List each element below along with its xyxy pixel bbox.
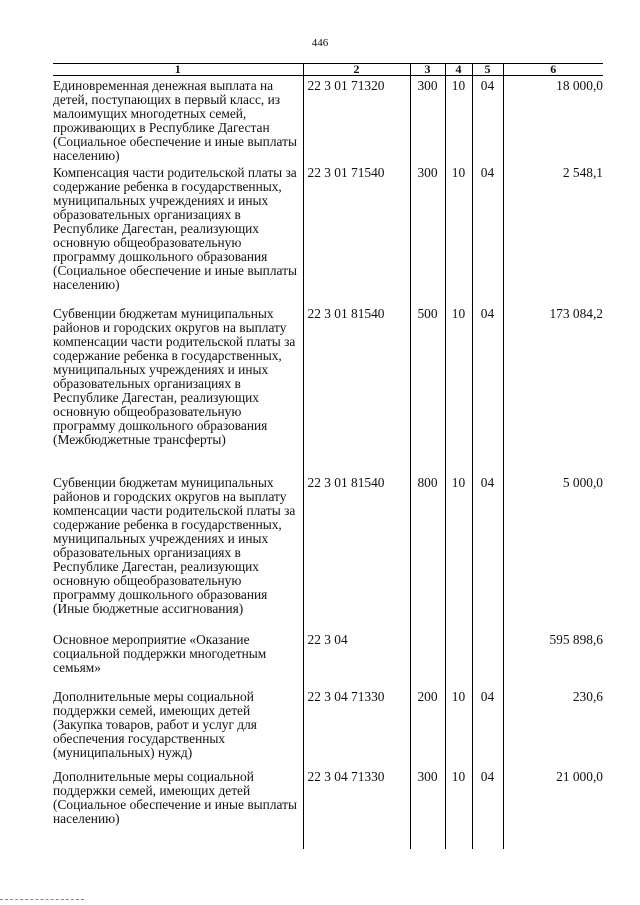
section-code: 10 xyxy=(445,163,472,304)
column-header: 5 xyxy=(472,64,503,76)
subsection-code: 04 xyxy=(472,687,503,767)
section-code: 10 xyxy=(445,687,472,767)
amount: 5 000,0 xyxy=(562,475,603,490)
column-header: 3 xyxy=(410,64,445,76)
expense-name: Единовременная денежная выплата на детей, поступающих в первый класс, из малоимущих многодетных семей, проживающих в Республике Дагестан (Социальное обеспечение и иные выплаты населению) xyxy=(53,76,303,164)
section-code: 10 xyxy=(445,76,472,164)
expense-name: Субвенции бюджетам муниципальных районов и городских округов на выплату компенсации части родительской платы за содержание ребенка в государственных, муниципальных учреждениях и иных образовательных организациях в Республике Дагестан, реализующих основную общеобразовательную программу дошкольного образования (Иные бюджетные ассигнования) xyxy=(53,473,303,630)
amount: 18 000,0 xyxy=(556,78,603,93)
column-header: 4 xyxy=(445,64,472,76)
expense-name: Основное мероприятие «Оказание социальной поддержки многодетным семьям» xyxy=(53,630,303,687)
expense-type-code: 300 xyxy=(410,76,445,164)
section-code xyxy=(445,630,472,687)
section-code: 10 xyxy=(445,304,472,473)
expense-type-code: 500 xyxy=(410,304,445,473)
table-row xyxy=(53,687,603,767)
section-code: 10 xyxy=(445,767,472,849)
amount: 2 548,1 xyxy=(562,165,603,180)
expense-name: Дополнительные меры социальной поддержки семей, имеющих детей (Закупка товаров, работ и услуг для обеспечения государственных (муниципальных) нужд) xyxy=(53,687,303,767)
column-header: 2 xyxy=(303,64,410,76)
classification-code: 22 3 04 xyxy=(303,630,410,687)
expense-name: Дополнительные меры социальной поддержки семей, имеющих детей (Социальное обеспечение и иные выплаты населению) xyxy=(53,767,303,849)
column-header: 1 xyxy=(53,64,303,76)
budget-table xyxy=(53,63,603,849)
table-row xyxy=(53,76,603,164)
footer-divider xyxy=(0,899,84,900)
section-code: 10 xyxy=(445,473,472,630)
amount: 21 000,0 xyxy=(556,769,603,784)
table-header-row xyxy=(53,64,603,76)
column-header: 6 xyxy=(503,64,603,76)
table-row xyxy=(53,630,603,687)
classification-code: 22 3 01 71540 xyxy=(303,163,410,304)
expense-type-code: 300 xyxy=(410,767,445,849)
expense-type-code xyxy=(410,630,445,687)
table-row xyxy=(53,163,603,304)
subsection-code: 04 xyxy=(472,304,503,473)
table-row xyxy=(53,473,603,630)
subsection-code: 04 xyxy=(472,163,503,304)
classification-code: 22 3 01 71320 xyxy=(303,76,410,164)
classification-code: 22 3 04 71330 xyxy=(303,767,410,849)
classification-code: 22 3 01 81540 xyxy=(303,304,410,473)
subsection-code: 04 xyxy=(472,473,503,630)
table-row xyxy=(53,767,603,849)
classification-code: 22 3 04 71330 xyxy=(303,687,410,767)
expense-name: Субвенции бюджетам муниципальных районов и городских округов на выплату компенсации части родительской платы за содержание ребенка в государственных, муниципальных учреждениях и иных образовательных организациях в Республике Дагестан, реализующих основную общеобразовательную программу дошкольного образования (Межбюджетные трансферты) xyxy=(53,304,303,473)
subsection-code xyxy=(472,630,503,687)
amount: 173 084,2 xyxy=(549,306,603,321)
expense-type-code: 800 xyxy=(410,473,445,630)
table-row xyxy=(53,304,603,473)
expense-type-code: 300 xyxy=(410,163,445,304)
subsection-code: 04 xyxy=(472,767,503,849)
expense-name: Компенсация части родительской платы за содержание ребенка в государственных, муниципальных учреждениях и иных образовательных организациях в Республике Дагестан, реализующих основную общеобразовательную программу дошкольного образования (Социальное обеспечение и иные выплаты населению) xyxy=(53,163,303,304)
page-number: 446 xyxy=(311,37,329,49)
expense-type-code: 200 xyxy=(410,687,445,767)
classification-code: 22 3 01 81540 xyxy=(303,473,410,630)
amount: 230,6 xyxy=(572,689,603,704)
amount: 595 898,6 xyxy=(549,632,603,647)
subsection-code: 04 xyxy=(472,76,503,164)
